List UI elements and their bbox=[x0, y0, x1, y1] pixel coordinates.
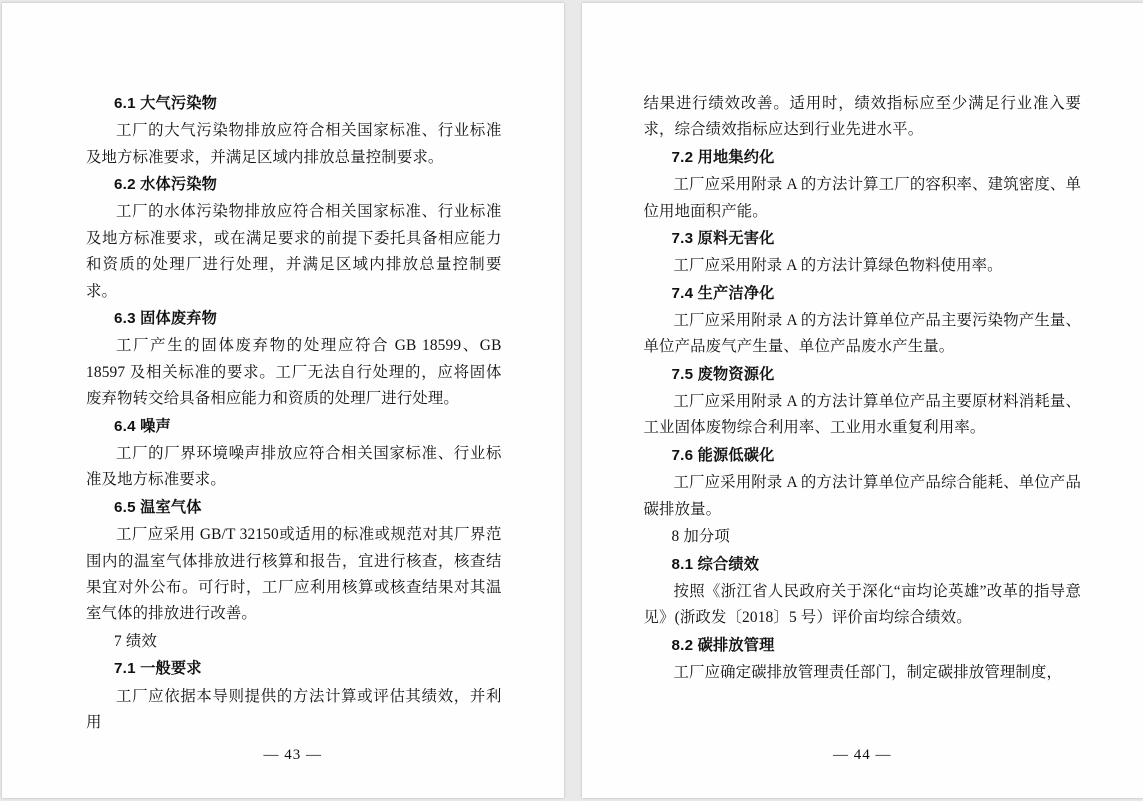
page-right bbox=[582, 3, 1143, 798]
paragraph: 工厂应采用附录 A 的方法计算单位产品主要污染物产生量、单位产品废气产生量、单位产品废水产生量。 bbox=[643, 311, 1081, 356]
page-number: — 44 — bbox=[833, 747, 892, 763]
paragraph: 工厂应采用 GB/T 32150或适用的标准或规范对其厂界范围内的温室气体排放进行核算和报告，宜进行核查，核查结果宜对外公布。可行时，工厂应利用核算或核查结果对其温室气体的排放进行改善。 bbox=[86, 526, 502, 623]
paragraph: 工厂应采用附录 A 的方法计算工厂的容积率、建筑密度、单位用地面积产能。 bbox=[643, 176, 1081, 220]
section-heading: 7.1 一般要求 bbox=[114, 660, 202, 678]
section-heading: 8.2 碳排放管理 bbox=[671, 636, 775, 654]
page-left bbox=[2, 3, 564, 798]
section-heading: 6.3 固体废弃物 bbox=[114, 310, 218, 328]
paragraph: 工厂应采用附录 A 的方法计算单位产品综合能耗、单位产品碳排放量。 bbox=[643, 474, 1081, 518]
page-right-body bbox=[644, 91, 1082, 728]
section-heading: 6.2 水体污染物 bbox=[114, 176, 218, 194]
section-heading: 7.2 用地集约化 bbox=[671, 148, 775, 166]
page-number: — 43 — bbox=[263, 747, 322, 763]
paragraph: 工厂的水体污染物排放应符合相关国家标准、行业标准及地方标准要求，或在满足要求的前提下委托具备相应能力和资质的处理厂进行处理，并满足区域内排放总量控制要求。 bbox=[86, 203, 502, 300]
paragraph: 工厂应依据本导则提供的方法计算或评估其绩效，并利用 bbox=[86, 687, 502, 732]
paragraph: 工厂产生的固体废弃物的处理应符合 GB 18599、GB 18597 及相关标准的要求。工厂无法自行处理的，应将固体废弃物转交给具备相应能力和资质的处理厂进行处理。 bbox=[86, 337, 502, 408]
section-heading: 6.4 噪声 bbox=[114, 417, 171, 435]
paragraph-continued: 结果进行绩效改善。适用时，绩效指标应至少满足行业准入要求，综合绩效指标应达到行业先进水平。 bbox=[643, 95, 1081, 139]
section-heading: 7.6 能源低碳化 bbox=[671, 446, 775, 464]
section-heading: 6.1 大气污染物 bbox=[114, 95, 218, 112]
paragraph: 工厂的大气污染物排放应符合相关国家标准、行业标准及地方标准要求，并满足区域内排放总量控制要求。 bbox=[86, 122, 502, 166]
paragraph: 按照《浙江省人民政府关于深化“亩均论英雄”改革的指导意见》(浙政发〔2018〕5 号）评价亩均综合绩效。 bbox=[643, 582, 1081, 627]
section-heading: 7.4 生产洁净化 bbox=[671, 284, 775, 302]
paragraph: 工厂的厂界环境噪声排放应符合相关国家标准、行业标准及地方标准要求。 bbox=[86, 444, 502, 489]
section-heading: 7.5 废物资源化 bbox=[671, 365, 775, 383]
section-number-line: 7 绩效 bbox=[114, 632, 157, 650]
section-heading: 6.5 温室气体 bbox=[114, 498, 202, 516]
paragraph: 工厂应确定碳排放管理责任部门，制定碳排放管理制度， bbox=[673, 663, 1063, 681]
page-left-body bbox=[86, 91, 502, 732]
section-number-line: 8 加分项 bbox=[671, 528, 730, 546]
paragraph: 工厂应采用附录 A 的方法计算绿色物料使用率。 bbox=[673, 257, 1003, 275]
paragraph: 工厂应采用附录 A 的方法计算单位产品主要原材料消耗量、工业固体废物综合利用率、工业用水重复利用率。 bbox=[643, 392, 1081, 437]
section-heading: 8.1 综合绩效 bbox=[671, 555, 760, 573]
section-heading: 7.3 原料无害化 bbox=[671, 230, 775, 248]
